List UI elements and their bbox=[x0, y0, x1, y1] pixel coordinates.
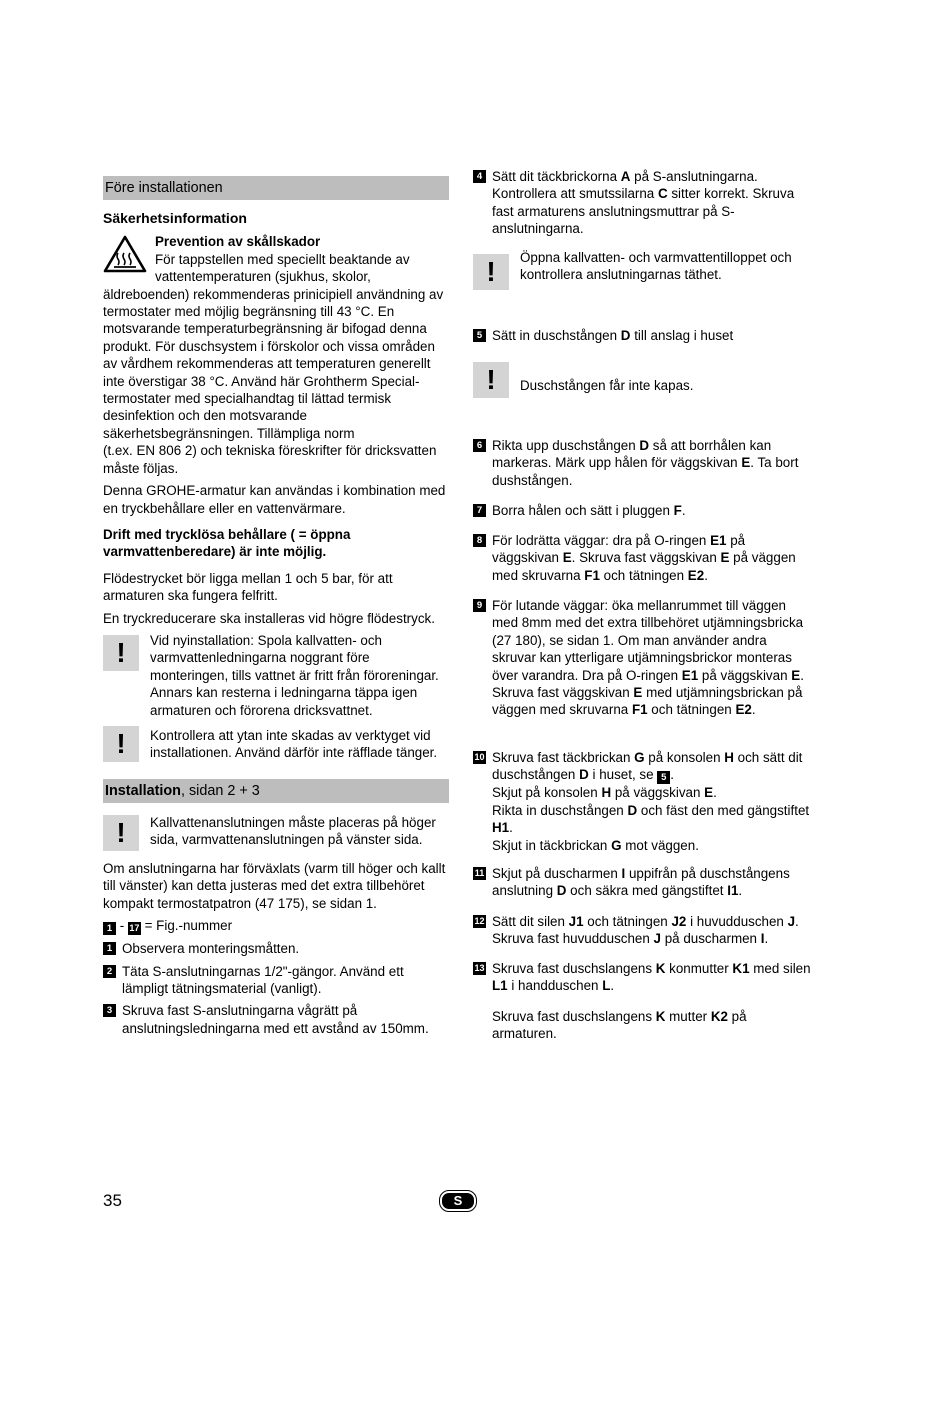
step-badge: 2 bbox=[103, 965, 116, 978]
range-dash: - bbox=[116, 918, 128, 934]
safety-information-heading: Säkerhetsinformation bbox=[103, 210, 247, 226]
warning-text: Kallvattenanslutningen måste placeras på höger sida, varmvattenanslutningen på vänster sida. bbox=[150, 814, 436, 848]
language-code: S bbox=[442, 1193, 474, 1209]
part-label: E bbox=[741, 455, 751, 471]
step-text bbox=[492, 837, 813, 854]
text-run: och tätningen bbox=[599, 567, 688, 583]
text-run: och sätt dit duschstången bbox=[492, 750, 803, 783]
warning-text: Duschstången får inte kapas. bbox=[520, 378, 694, 393]
step-3 bbox=[103, 1002, 449, 1037]
part-label: L1 bbox=[492, 978, 508, 994]
text-run: i huvudduschen bbox=[686, 914, 788, 929]
warning-open-supply bbox=[473, 249, 813, 287]
part-label: F bbox=[673, 503, 682, 518]
text-run: på armaturen. bbox=[492, 1009, 747, 1042]
step-9 bbox=[473, 597, 813, 719]
text-run: . bbox=[670, 767, 674, 783]
text-run: konmutter bbox=[665, 961, 733, 976]
part-label: E bbox=[791, 667, 801, 683]
text-run: Sätt dit silen bbox=[492, 914, 569, 929]
part-label: F1 bbox=[584, 567, 600, 583]
step-reference-badge: 5 bbox=[657, 771, 670, 784]
text-run: Skruva fast täckbrickan bbox=[492, 750, 635, 765]
step-6 bbox=[473, 437, 813, 489]
text-run: . bbox=[610, 978, 615, 994]
step-text bbox=[492, 960, 813, 995]
step-13 bbox=[473, 960, 813, 995]
step-badge: 9 bbox=[473, 599, 486, 612]
scald-text-body: äldreboenden) rekommenderas prinicipiell användning av termostater med möjlig begränsning till 43 °C. En motsvarande temperaturbegränsning är bifogad denna produkt. För duschsystem i förskolor och vissa områden av vårdhem rekommenderas att temperaturen generellt inte överstigar 38 °C. Använd här Grohtherm Special-termostater med specialhandtag til lättad termisk desinfektion och den motsvarande säkerhetsbegränsningen. Tillämpliga norm bbox=[103, 286, 444, 441]
part-label: F1 bbox=[631, 702, 648, 718]
part-label: H bbox=[724, 750, 734, 765]
step-2 bbox=[103, 963, 449, 998]
exclamation-warning-icon: ! bbox=[103, 815, 139, 851]
section-header-installation bbox=[103, 779, 449, 803]
text-run: . Skruva fast väggskivan bbox=[492, 667, 804, 701]
text-run: mot väggen. bbox=[621, 837, 699, 853]
text-run: För lutande väggar: öka mellanrummet till väggen med 8mm med det extra tillbehöret utjämningsbricka (27 180), se sidan 1. Om man använder andra skruvar kan ytterligare utjämningsbrickor monteras över varandra. Dra på O-ringen bbox=[492, 598, 804, 683]
text-run: på S-anslutningarna. Kontrollera att smutssilarna bbox=[492, 169, 758, 202]
part-label: H1 bbox=[492, 820, 510, 836]
scald-text-norm: (t.ex. EN 806 2) och tekniska föreskrifter för dricksvatten måste följas. bbox=[103, 443, 437, 476]
text-run: Skruva fast duschslangens bbox=[492, 1009, 656, 1024]
part-label: E bbox=[720, 550, 730, 566]
part-label: E1 bbox=[681, 667, 699, 683]
part-label: J1 bbox=[568, 914, 584, 929]
part-label: I1 bbox=[727, 883, 739, 899]
installation-heading-bold: Installation bbox=[105, 782, 181, 799]
part-label: L bbox=[602, 978, 611, 994]
part-label: D bbox=[620, 328, 631, 343]
part-label: J bbox=[787, 914, 796, 929]
part-label: E bbox=[633, 685, 643, 701]
text-run: . bbox=[681, 503, 686, 518]
text-run: och fäst den med gängstiftet bbox=[637, 802, 810, 818]
grohe-usage-paragraph: Denna GROHE-armatur kan användas i kombination med en tryckbehållare eller en vattenvärmare. bbox=[103, 483, 446, 516]
step-4 bbox=[473, 168, 813, 238]
step-badge: 1 bbox=[103, 922, 116, 935]
swapped-connections-paragraph: Om anslutningarna har förväxlats (varm till höger och kallt till vänster) kan detta justeras med det extra tillbehöret kompakt termostatpatron (47 175), se sidan 1. bbox=[103, 860, 446, 911]
step-badge: 13 bbox=[474, 963, 485, 973]
part-label: G bbox=[634, 750, 645, 765]
text-run: och tätningen bbox=[583, 914, 672, 929]
text-run: . bbox=[509, 820, 513, 836]
step-text bbox=[492, 802, 813, 837]
text-run: Sätt dit täckbrickorna bbox=[492, 169, 621, 184]
part-label: J2 bbox=[671, 914, 687, 929]
text-run: . Skruva fast huvudduschen bbox=[492, 914, 799, 947]
part-label: D bbox=[556, 883, 567, 899]
part-label: I bbox=[760, 931, 765, 947]
exclamation-warning-icon: ! bbox=[473, 254, 509, 290]
section-header-before-installation: Före installationen bbox=[103, 176, 449, 200]
text-run: på väggskivan bbox=[611, 785, 705, 801]
part-label: E2 bbox=[687, 567, 705, 583]
text-run: Borra hålen och sätt i pluggen bbox=[492, 503, 674, 518]
text-run: . bbox=[704, 567, 708, 583]
part-label: J bbox=[653, 931, 661, 947]
part-label: A bbox=[620, 169, 631, 184]
part-label: E2 bbox=[735, 702, 752, 718]
text-run: . bbox=[764, 931, 769, 947]
part-label: E bbox=[704, 785, 714, 801]
exclamation-warning-icon: ! bbox=[103, 726, 139, 762]
step-badge: 4 bbox=[473, 170, 486, 183]
installation-heading-pages: , sidan 2 + 3 bbox=[180, 782, 260, 799]
left-column bbox=[103, 176, 449, 1037]
step-text bbox=[492, 327, 813, 344]
text-run: Skjut på konsolen bbox=[492, 785, 602, 801]
pressureless-warning-paragraph: Drift med trycklösa behållare ( = öppna varmvattenberedare) är inte möjlig. bbox=[103, 526, 351, 560]
scald-prevention-title: Prevention av skållskador bbox=[155, 234, 321, 250]
step-text bbox=[492, 1008, 813, 1043]
warning-text: Vid nyinstallation: Spola kallvatten- och varmvattenledningarna noggrant före monteringen, tills vattnet är fritt från föroreningar. Annars kan resterna i ledningarna täppa igen armaturen och förorena dricksvattnet. bbox=[150, 632, 439, 718]
text-run: Skjut på duscharmen bbox=[492, 866, 622, 881]
part-label: D bbox=[579, 767, 589, 783]
figure-legend-text: = Fig.-nummer bbox=[140, 918, 233, 934]
step-text bbox=[492, 865, 813, 900]
step-5 bbox=[473, 327, 813, 344]
part-label: K bbox=[655, 1009, 666, 1024]
step-1 bbox=[103, 940, 449, 957]
step-text: Skruva fast S-anslutningarna vågrätt på anslutningsledningarna med ett avstånd av 150mm. bbox=[122, 1003, 429, 1036]
scald-prevention-block bbox=[103, 233, 449, 477]
text-run: mutter bbox=[665, 1009, 711, 1024]
part-label: K2 bbox=[710, 1009, 728, 1024]
text-run: Sätt in duschstången bbox=[492, 328, 621, 343]
scald-text-line1: För tappstellen med speciellt beaktande av bbox=[155, 251, 410, 267]
exclamation-warning-icon: ! bbox=[103, 635, 139, 671]
step-badge: 12 bbox=[474, 916, 485, 926]
step-text bbox=[492, 532, 813, 584]
step-badge: 5 bbox=[473, 329, 486, 342]
figure-number-legend bbox=[103, 917, 449, 935]
text-run: på väggskivan bbox=[492, 533, 746, 566]
step-badge: 8 bbox=[473, 534, 486, 547]
flow-pressure-paragraph: Flödestrycket bör ligga mellan 1 och 5 bar, för att armaturen ska fungera felfritt. bbox=[103, 570, 393, 604]
step-text bbox=[492, 597, 813, 719]
final-step bbox=[473, 1008, 813, 1043]
page-number: 35 bbox=[103, 1191, 122, 1210]
step-text bbox=[492, 168, 813, 238]
step-8 bbox=[473, 532, 813, 584]
text-run: . bbox=[713, 785, 717, 801]
text-run: Skjut in täckbrickan bbox=[492, 837, 612, 853]
part-label: D bbox=[639, 438, 650, 453]
text-run: med silen bbox=[749, 961, 811, 976]
step-text bbox=[492, 784, 813, 801]
exclamation-warning-icon: ! bbox=[473, 362, 509, 398]
part-label: C bbox=[657, 186, 668, 202]
part-label: K bbox=[655, 961, 666, 976]
part-label: E bbox=[562, 550, 572, 566]
warning-connection-sides bbox=[103, 814, 449, 854]
text-run: uppifrån på duschstångens anslutning bbox=[492, 866, 790, 899]
warning-text: Kontrollera att ytan inte skadas av verktyget vid installationen. Använd därför inte räfflade tänger. bbox=[150, 727, 438, 761]
text-run: med utjämningsbrickan på väggen med skruvarna bbox=[492, 685, 803, 718]
step-7 bbox=[473, 502, 813, 519]
step-badge: 1 bbox=[103, 942, 116, 955]
text-run: och tätningen bbox=[647, 702, 736, 718]
step-text bbox=[492, 913, 813, 948]
step-badge: 17 bbox=[129, 923, 140, 934]
step-badge: 7 bbox=[473, 504, 486, 517]
step-12 bbox=[473, 913, 813, 948]
step-11 bbox=[473, 865, 813, 900]
step-badge: 10 bbox=[474, 752, 485, 762]
hot-surface-warning-icon bbox=[103, 235, 147, 273]
step-text bbox=[492, 749, 813, 784]
part-label: K1 bbox=[732, 961, 750, 976]
text-run: och säkra med gängstiftet bbox=[566, 883, 728, 899]
warning-text: Öppna kallvatten- och varmvattentilloppet och kontrollera anslutningarnas täthet. bbox=[520, 250, 792, 283]
text-run: sitter korrekt. Skruva fast armaturens anslutningsmuttrar på S-anslutningarna. bbox=[492, 186, 795, 237]
part-label: E1 bbox=[710, 533, 727, 548]
warning-do-not-cut bbox=[473, 362, 813, 394]
text-run: . Ta bort dushstången. bbox=[492, 455, 799, 488]
step-text: Observera monteringsmåtten. bbox=[122, 941, 300, 957]
step-badge: 3 bbox=[103, 1004, 116, 1017]
text-run: till anslag i huset bbox=[630, 328, 734, 343]
step-text: Täta S-anslutningarnas 1/2"-gängor. Använd ett lämpligt tätningsmaterial (vanligt). bbox=[122, 963, 404, 996]
text-run: i handduschen bbox=[507, 978, 603, 994]
text-run: . Skruva fast väggskivan bbox=[571, 550, 721, 566]
text-run: Rikta upp duschstången bbox=[492, 438, 640, 453]
text-run: på väggen med skruvarna bbox=[492, 550, 796, 583]
text-run: på duscharmen bbox=[660, 931, 761, 947]
text-run: i huset, se bbox=[588, 767, 658, 783]
step-text bbox=[492, 502, 813, 519]
step-10 bbox=[473, 749, 813, 854]
text-run: så att borrhålen kan markeras. Märk upp hålen för väggskivan bbox=[492, 438, 772, 471]
step-badge: 6 bbox=[473, 439, 486, 452]
scald-text-line2: vattentemperaturen (sjukhus, skolor, bbox=[155, 269, 371, 285]
text-run: För lodrätta väggar: dra på O-ringen bbox=[492, 533, 711, 548]
part-label: I bbox=[621, 866, 626, 881]
warning-flush-pipes bbox=[103, 632, 449, 719]
part-label: H bbox=[601, 785, 612, 801]
text-run: . bbox=[738, 883, 743, 899]
part-label: G bbox=[611, 837, 622, 853]
step-badge: 11 bbox=[474, 868, 485, 878]
language-badge bbox=[439, 1190, 477, 1212]
text-run: på väggskivan bbox=[698, 667, 792, 683]
text-run: Skruva fast duschslangens bbox=[492, 961, 656, 976]
warning-tool-damage bbox=[103, 727, 449, 767]
text-run: Rikta in duschstången bbox=[492, 802, 628, 818]
step-text bbox=[492, 437, 813, 489]
part-label: D bbox=[627, 802, 638, 818]
text-run: på konsolen bbox=[644, 750, 725, 765]
pressure-reducer-paragraph: En tryckreducerare ska installeras vid högre flödestryck. bbox=[103, 610, 435, 626]
text-run: . bbox=[751, 702, 756, 718]
